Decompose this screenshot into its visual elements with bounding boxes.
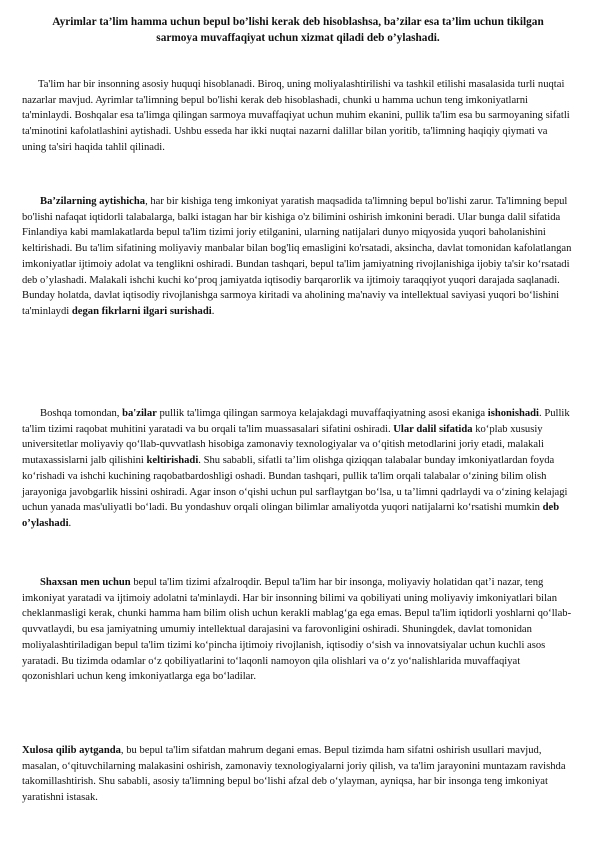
paragraph-text: , har bir kishiga teng imkoniyat yaratish maqsadida ta'limning bepul bo'lishi zarur. Ta'limning bepul bo'lishi nafaqat iqtidorli talabalarga, balki istagan har bir kishiga o'z bilimini oshirish imkonini beradi. Ular bunga dalil sifatida Finlandiya kabi mamlakatlarda bepul ta'lim tizimi joriy etilganini, ularning natijalari dunyo miqyosida yuqori baholanishini keltirishadi. Bu ta'lim sifatining moliyaviy manbalar bilan bog'liq emasligini ko'rsatadi, aksincha, davlat tomonidan kafolatlangan imkoniyatlar ijtimoiy adolat va tenglikni oshiradi. Bundan tashqari, bepul ta'lim jamiyatning rivojlanishiga ijobiy ta'sir ko‘rsatadi deb o’ylashadi. Malakali ishchi kuchi ko‘proq jamiyatda iqtisodiy barqarorlik va ijtimoiy taraqqiyot yuqori darajada saqlanadi. Bunday holatda, davlat iqtisodiy rivojlanishga sarmoya kiritadi va aholining ma'naviy va intellektual saviyasi yuqori bo‘lishini ta'minlaydi — [22, 196, 572, 317]
paragraph-text: ko‘plab xususiy universitetlar moliyaviy qo‘llab-quvvatlash hisobiga zamonaviy texnologiyalar va o‘qitish metodlarini joriy etadi, malakali mutaxassislarni jalb qilishini — [22, 423, 544, 467]
bold-phrase: keltirishadi — [146, 455, 199, 467]
bold-phrase: Shaxsan men uchun — [40, 577, 131, 588]
bold-phrase: Ba’zilarning aytishicha — [40, 196, 146, 207]
first-view-paragraph — [22, 194, 574, 320]
paragraph-text: Boshqa tomondan, — [40, 408, 123, 419]
intro-text: Ta'lim har bir insonning asosiy huquqi hisoblanadi. Biroq, uning moliyalashtirilishi va tashkil etilishi masalasida turli nuqtai nazarlar mavjud. Ayrimlar ta'limning bepul bo'lishi kerak deb hisoblashadi, chunki u hamma uchun teng imkoniyatlarni ta'minlaydi. Boshqalar esa ta'limga qilingan sarmoya muvaffaqiyat uchun muhim ekanini, pullik ta'lim esa bu sarmoyaning sifatli ta'minotini kafolatlashini aytishadi. Ushbu esseda har ikki nuqtai nazarni dalillar bilan yoritib, ta'limning haqiqiy qiymati va uning ta'siri haqida tahlil qilinadi. — [22, 79, 570, 153]
bold-phrase: ishonishadi — [487, 408, 540, 419]
paragraph-text: . Shu sababli, sifatli ta’lim olishga qiziqqan talabalar bunday imkoniyatlardan foyda ko‘rishadi va ishchi kuchining raqobatbardoshligi oshadi. Bundan tashqari, pullik ta'lim orqali talabalar o‘zining bilim olish jarayoniga javobgarlik hissini oshiradi. Agar inson o‘qishi uchun pul sarflaytgan bo‘lsa, u ta’limni qadrlaydi va o‘zining kelajagi uchun yanada mas'uliyatli bo‘ladi. Bu yondashuv orqali olingan bilimlar amaliyotda yuqori natijalarni ko‘rsatishi mumkin — [22, 455, 568, 514]
bold-phrase: degan fikrlarni ilgari surishadi — [71, 305, 212, 317]
bold-phrase: deb o’ylashadi — [22, 502, 560, 529]
paragraph-text: . — [211, 305, 215, 317]
paragraph-text: . Pullik ta'lim tizimi raqobat muhitini yaratadi va bu orqali ta'lim muassasalari sifatini oshiradi. — [22, 408, 570, 435]
opinion-paragraph — [22, 575, 574, 685]
bold-phrase: Xulosa qilib aytganda — [22, 745, 121, 756]
second-view-paragraph — [22, 406, 574, 532]
bold-phrase: Ular dalil sifatida — [393, 423, 473, 435]
paragraph-text: . — [68, 517, 72, 529]
paragraph-text: bepul ta'lim tizimi afzalroqdir. Bepul ta'lim har bir insonga, moliyaviy holatidan qat’i nazar, teng imkoniyat yaratadi va ijtimoiy adolatni ta'minlaydi. Har bir insonning bilimi va qobiliyati uning moliyaviy imkoniyatlari bilan cheklanmasligi kerak, chunki hamma ham bilim olish uchun kerakli mablag‘ga ega emas. Bepul ta'lim iqtidorli yoshlarni qo‘llab-quvvatlaydi, bu esa jamiyatning umumiy intellektual darajasini va farovonligini oshiradi. Shuningdek, davlat tomonidan moliyalashtiriladigan bepul ta'lim tizimi ko‘pincha ijtimoiy rivojlanish, iqtisodiy o‘sish va innovatsiyalar uchun kuchli asos yaratadi. Bu tizimda odamlar o‘z qobiliyatlarini to‘laqonli namoyon qila olishlari va o‘z yo‘nalishlarida muvaffaqiyat qozonishlari uchun keng imkoniyatlarga ega bo‘ladilar. — [22, 577, 572, 683]
intro-paragraph — [22, 77, 574, 156]
bold-phrase: ba'zilar — [122, 408, 157, 419]
paragraph-text: , bu bepul ta'lim sifatdan mahrum degani emas. Bepul tizimda ham sifatni oshirish usullari mavjud, masalan, o‘qituvchilarning malakasini oshirish, zamonaviy texnologiyalarni joriy qilish, va ta'lim jarayonini muntazam ravishda takomillashtirish. Shu sababli, asosiy ta'limning bepul bo‘lishi afzal deb o‘ylayman, ayniqsa, har bir insonga teng imkoniyat yaratishni istasak. — [22, 745, 566, 804]
paragraph-text: pullik ta'limga qilingan sarmoya kelajakdagi muvaffaqiyatning asosi ekaniga — [156, 408, 488, 419]
essay-title: Ayrimlar ta’lim hamma uchun bepul bo’lishi kerak deb hisoblashsa, ba’zilar esa ta’lim uchun tikilgan sarmoya muvaffaqiyat uchun xizmat qiladi deb o’ylashadi. — [52, 16, 544, 44]
conclusion-paragraph — [22, 743, 574, 806]
